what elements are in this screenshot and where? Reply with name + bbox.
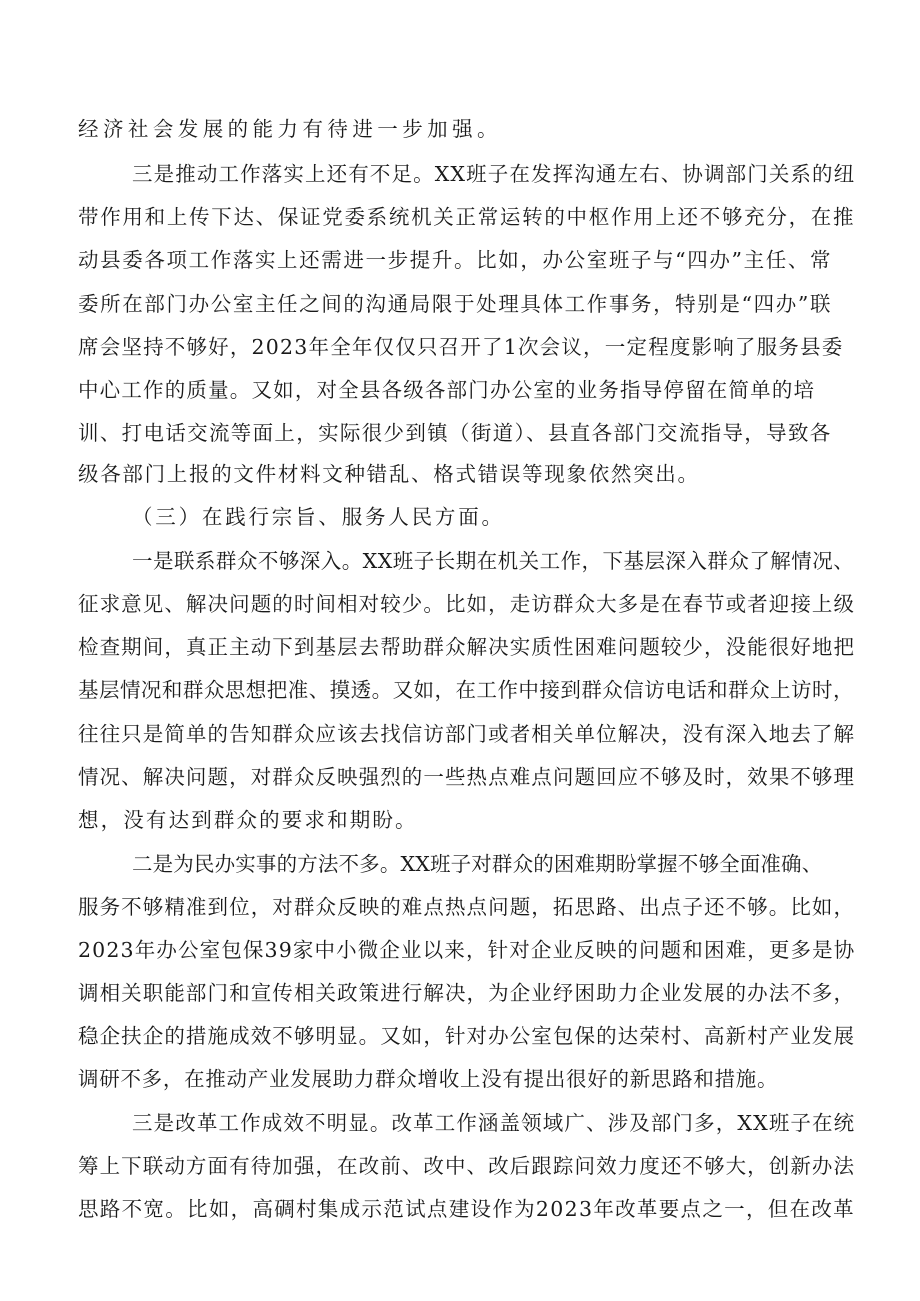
text-line-19: 服务不够精准到位，对群众反映的难点热点问题，拓思路、出点子还不够。比如， — [78, 895, 856, 919]
text-line-3: 带作用和上传下达、保证党委系统机关正常运转的中枢作用上还不够充分，在推 — [78, 205, 856, 229]
text-line-16: 情况、解决问题，对群众反映强烈的一些热点难点问题回应不够及时，效果不够理 — [78, 765, 856, 789]
text-line-20: 2023年办公室包保39家中小微企业以来，针对企业反映的问题和困难，更多是协 — [78, 938, 856, 962]
text-line-23: 调研不多，在推动产业发展助力群众增收上没有提出很好的新思路和措施。 — [78, 1067, 779, 1091]
text-line-24: 三是改革工作成效不明显。改革工作涵盖领域广、涉及部门多，XX班子在统 — [132, 1111, 856, 1135]
text-line-22: 稳企扶企的措施成效不够明显。又如，针对办公室包保的达荣村、高新村产业发展 — [78, 1024, 856, 1048]
text-line-1: 经济社会发展的能力有待进一步加强。 — [78, 117, 502, 141]
text-line-18: 二是为民办实事的方法不多。XX班子对群众的困难期盼掌握不够全面准确、 — [132, 852, 823, 876]
text-line-6: 席会坚持不够好，2023年全年仅仅只召开了1次会议，一定程度影响了服务县委 — [78, 335, 844, 359]
text-line-5: 委所在部门办公室主任之间的沟通局限于处理具体工作事务，特别是“四办”联 — [78, 292, 833, 316]
text-line-12: 征求意见、解决问题的时间相对较少。比如，走访群众大多是在春节或者迎接上级 — [78, 592, 856, 616]
text-line-25: 筹上下联动方面有待加强，在改前、改中、改后跟踪问效力度还不够大，创新办法 — [78, 1154, 856, 1178]
text-line-7: 中心工作的质量。又如，对全县各级各部门办公室的业务指导停留在简单的培 — [78, 378, 816, 402]
text-line-14: 基层情况和群众思想把准、摸透。又如，在工作中接到群众信访电话和群众上访时， — [78, 678, 854, 702]
text-line-8: 训、打电话交流等面上，实际很少到镇（街道）、县直各部门交流指导，导致各 — [78, 421, 832, 445]
text-line-9: 级各部门上报的文件材料文种错乱、格式错误等现象依然突出。 — [78, 462, 700, 486]
section-heading: （三）在践行宗旨、服务人民方面。 — [132, 505, 505, 529]
text-line-15: 往往只是简单的告知群众应该去找信访部门或者相关单位解决，没有深入地去了解 — [78, 722, 856, 746]
text-line-21: 调相关职能部门和宣传相关政策进行解决，为企业纾困助力企业发展的办法不多， — [78, 981, 856, 1005]
text-line-2: 三是推动工作落实上还有不足。XX班子在发挥沟通左右、协调部门关系的纽 — [132, 162, 856, 186]
text-line-11: 一是联系群众不够深入。XX班子长期在机关工作，下基层深入群众了解情况、 — [132, 549, 855, 573]
text-line-13: 检查期间，真正主动下到基层去帮助群众解决实质性困难问题较少，没能很好地把 — [78, 635, 856, 659]
text-line-17: 想，没有达到群众的要求和期盼。 — [78, 808, 418, 832]
text-line-26: 思路不宽。比如，高碉村集成示范试点建设作为2023年改革要点之一，但在改革 — [78, 1197, 855, 1221]
text-line-4: 动县委各项工作落实上还需进一步提升。比如，办公室班子与“四办”主任、常 — [78, 248, 833, 272]
